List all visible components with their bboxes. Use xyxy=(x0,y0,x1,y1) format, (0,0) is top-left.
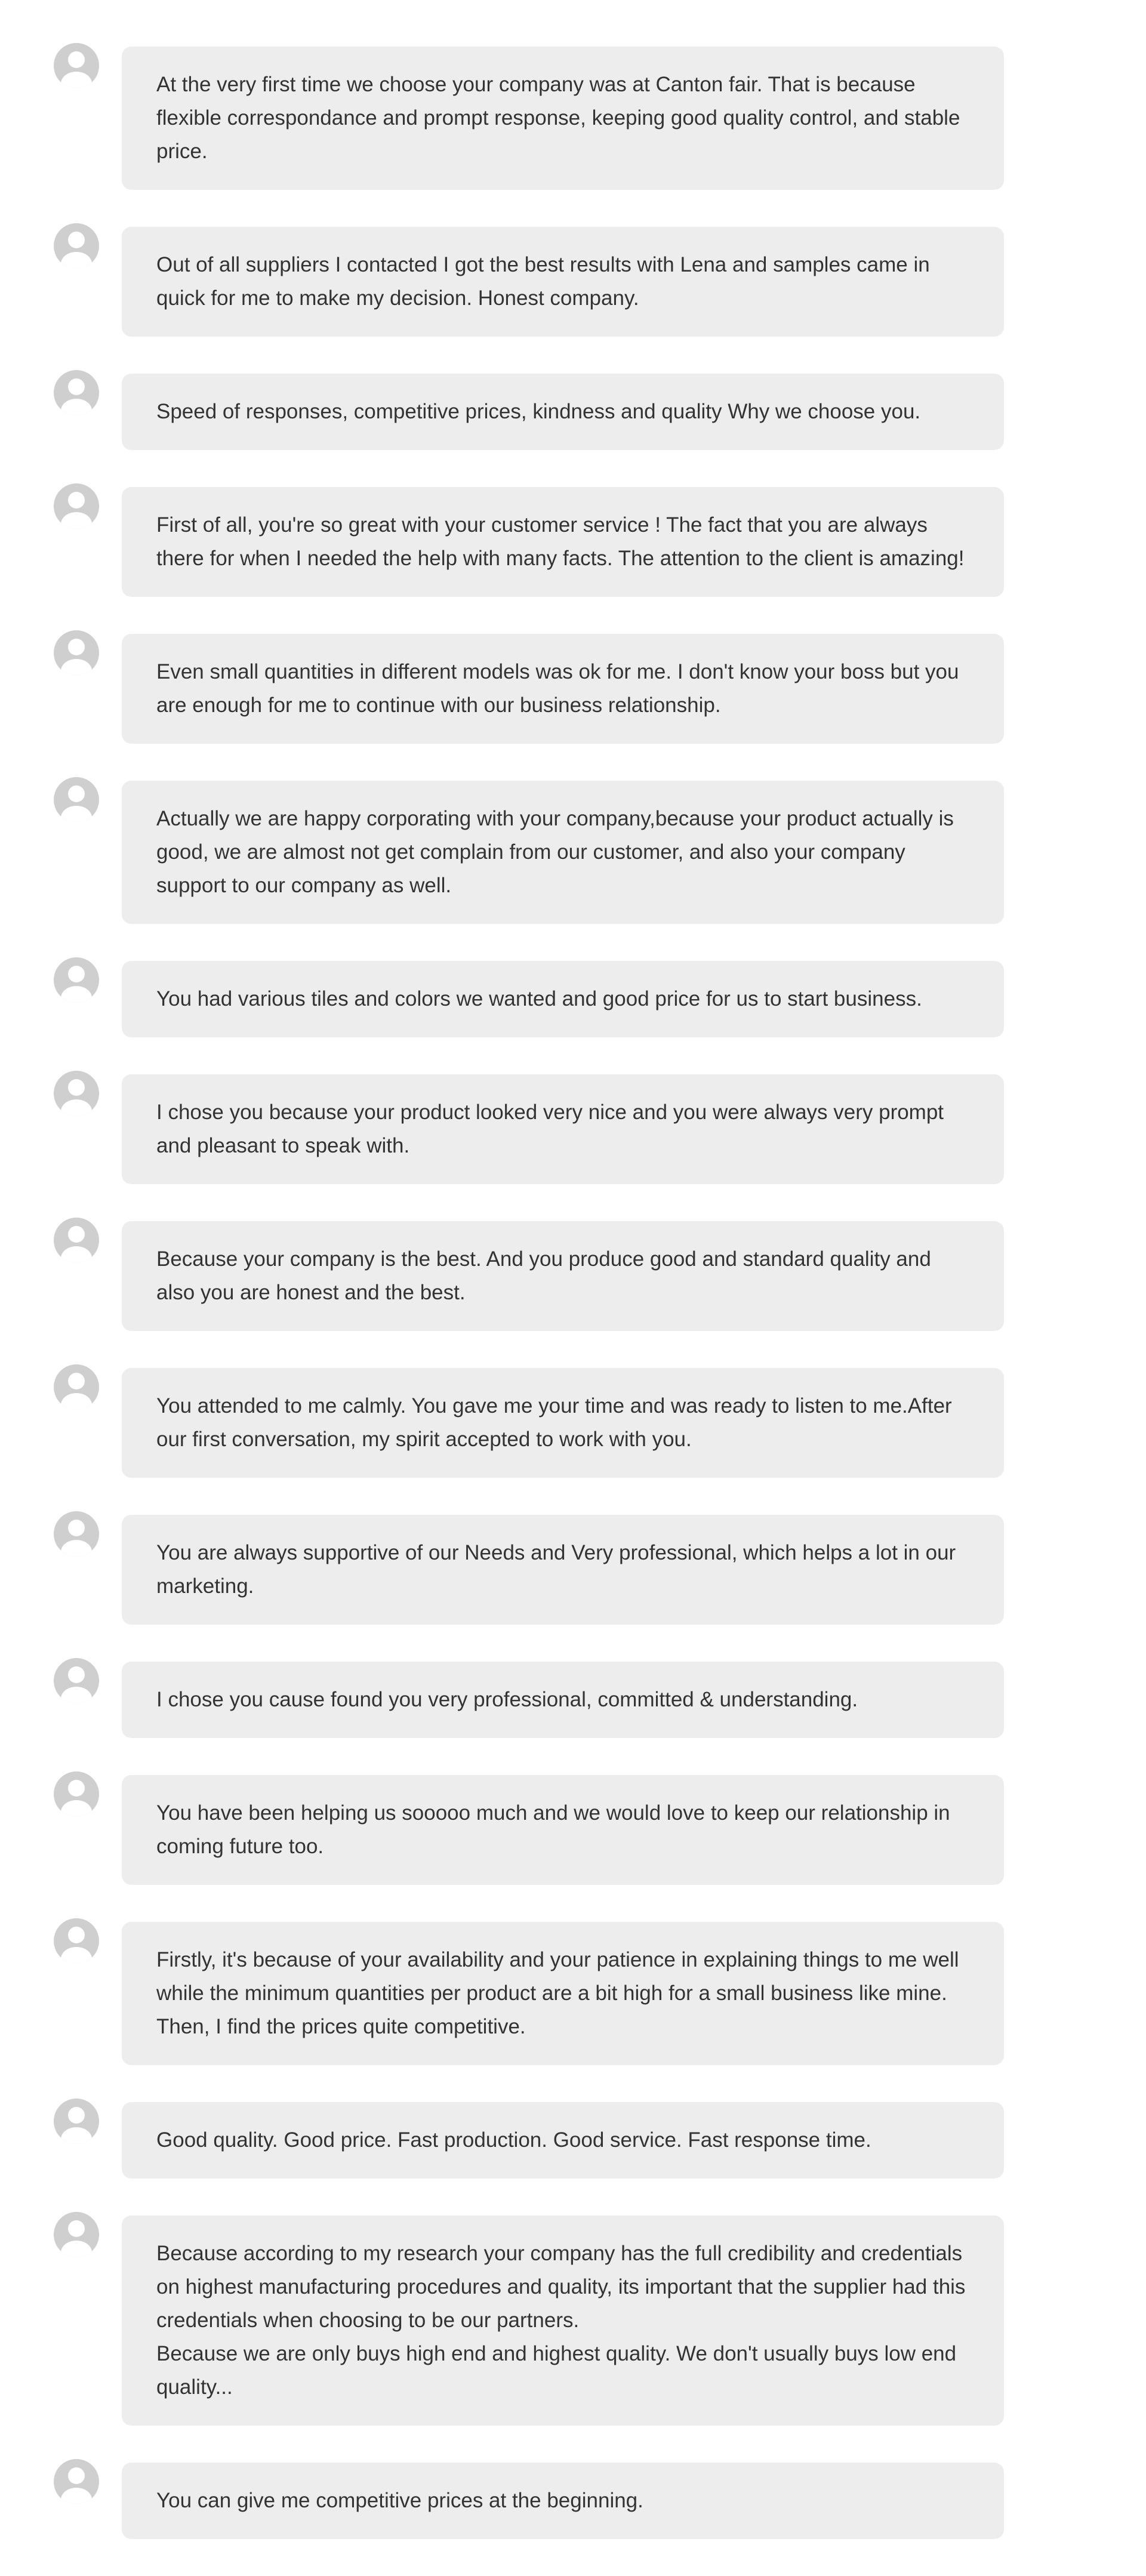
review-item xyxy=(0,487,1146,597)
user-avatar-icon xyxy=(54,957,99,1003)
review-item xyxy=(0,1221,1146,1331)
review-bubble xyxy=(122,1662,1004,1738)
review-item xyxy=(0,634,1146,744)
review-item xyxy=(0,1515,1146,1625)
review-text: Actually we are happy corporating with your company,because your product actually is good, we are almost not get complain from our customer, and also your company support to our company as well. xyxy=(156,807,954,897)
review-bubble xyxy=(122,781,1004,924)
user-avatar-icon xyxy=(54,370,99,415)
review-text: Even small quantities in different models was ok for me. I don't know your boss but you are enough for me to continue with our business relationship. xyxy=(156,660,959,717)
review-text: You have been helping us sooooo much and we would love to keep our relationship in coming future too. xyxy=(156,1801,950,1858)
review-bubble xyxy=(122,47,1004,190)
review-text: Firstly, it's because of your availability and your patience in explaining things to me well while the minimum quantities per product are a bit high for a small business like mine. Then, I find the prices quite competitive. xyxy=(156,1948,959,2038)
review-text: You can give me competitive prices at the beginning. xyxy=(156,2489,643,2512)
user-avatar-icon xyxy=(54,483,99,529)
review-text: I chose you because your product looked very nice and you were always very prompt and pleasant to speak with. xyxy=(156,1101,944,1157)
review-bubble xyxy=(122,634,1004,744)
user-avatar-icon xyxy=(54,1511,99,1557)
review-bubble xyxy=(122,1074,1004,1184)
review-text: Because your company is the best. And you produce good and standard quality and also you are honest and the best. xyxy=(156,1247,931,1304)
review-text: At the very first time we choose your company was at Canton fair. That is because flexible correspondance and prompt response, keeping good quality control, and stable price. xyxy=(156,73,960,163)
review-text: I chose you cause found you very professional, committed & understanding. xyxy=(156,1688,858,1711)
user-avatar-icon xyxy=(54,1918,99,1964)
review-item xyxy=(0,1662,1146,1738)
review-bubble xyxy=(122,1221,1004,1331)
review-bubble xyxy=(122,374,1004,450)
user-avatar-icon xyxy=(54,2212,99,2257)
review-text: Good quality. Good price. Fast production. Good service. Fast response time. xyxy=(156,2128,871,2152)
review-text: First of all, you're so great with your customer service ! The fact that you are always there for when I needed the help with many facts. The attention to the client is amazing! xyxy=(156,513,965,570)
user-avatar-icon xyxy=(54,1658,99,1703)
review-text: You attended to me calmly. You gave me your time and was ready to listen to me.After our first conversation, my spirit accepted to work with you. xyxy=(156,1394,952,1451)
review-text: You are always supportive of our Needs and Very professional, which helps a lot in our marketing. xyxy=(156,1541,956,1598)
user-avatar-icon xyxy=(54,1771,99,1817)
review-bubble xyxy=(122,961,1004,1037)
review-item xyxy=(0,961,1146,1037)
review-bubble xyxy=(122,227,1004,337)
user-avatar-icon xyxy=(54,1071,99,1116)
review-bubble xyxy=(122,1368,1004,1478)
review-item xyxy=(0,2102,1146,2178)
review-item xyxy=(0,2216,1146,2426)
review-item xyxy=(0,47,1146,190)
user-avatar-icon xyxy=(54,2459,99,2504)
review-item xyxy=(0,1074,1146,1184)
review-item xyxy=(0,781,1146,924)
review-bubble xyxy=(122,1775,1004,1885)
review-item xyxy=(0,227,1146,337)
review-item xyxy=(0,1922,1146,2065)
review-bubble xyxy=(122,1922,1004,2065)
user-avatar-icon xyxy=(54,1364,99,1410)
review-bubble xyxy=(122,487,1004,597)
review-item xyxy=(0,374,1146,450)
review-bubble xyxy=(122,2216,1004,2426)
review-item xyxy=(0,1368,1146,1478)
review-bubble xyxy=(122,2463,1004,2539)
review-list xyxy=(0,47,1146,2576)
user-avatar-icon xyxy=(54,43,99,88)
review-text: Out of all suppliers I contacted I got the best results with Lena and samples came in quick for me to make my decision. Honest company. xyxy=(156,253,930,310)
review-text: Because according to my research your company has the full credibility and credentials on highest manufacturing procedures and quality, its important that the supplier had this credentials when choosing to be our partners. xyxy=(156,2242,966,2332)
user-avatar-icon xyxy=(54,777,99,822)
review-bubble xyxy=(122,1515,1004,1625)
user-avatar-icon xyxy=(54,223,99,269)
review-item xyxy=(0,2463,1146,2539)
user-avatar-icon xyxy=(54,630,99,676)
user-avatar-icon xyxy=(54,2099,99,2144)
review-text: You had various tiles and colors we wanted and good price for us to start business. xyxy=(156,987,922,1010)
user-avatar-icon xyxy=(54,1218,99,1263)
review-bubble xyxy=(122,2102,1004,2178)
review-item xyxy=(0,1775,1146,1885)
review-text: Because we are only buys high end and highest quality. We don't usually buys low end quality... xyxy=(156,2342,957,2399)
review-text: Speed of responses, competitive prices, kindness and quality Why we choose you. xyxy=(156,400,921,423)
